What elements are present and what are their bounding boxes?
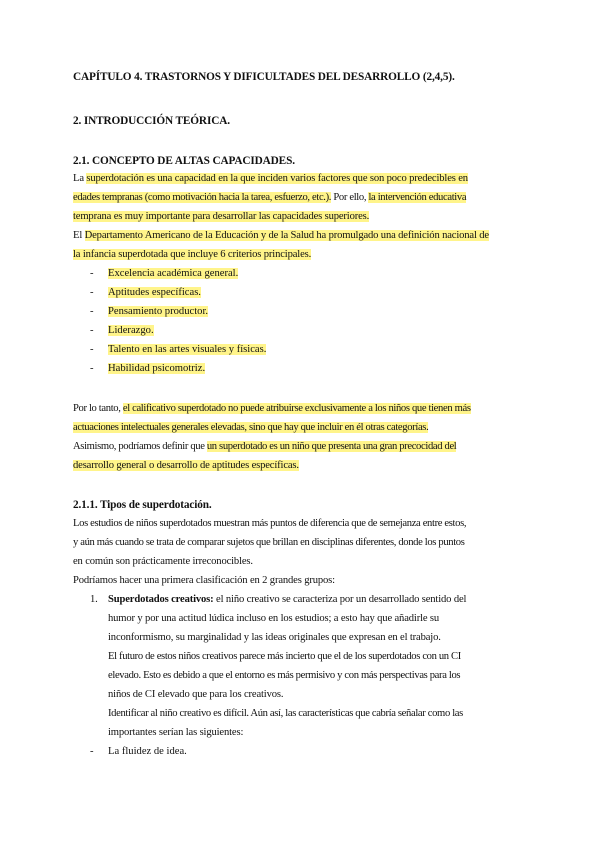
paragraph-line: El futuro de estos niños creativos parece más incierto que el de los superdotados con un CI — [108, 651, 461, 662]
highlighted-text: Pensamiento productor. — [108, 306, 209, 317]
paragraph-line: Identificar al niño creativo es difícil. Aún así, las características que cabría señalar como las — [108, 708, 463, 719]
list-item — [108, 343, 266, 357]
highlighted-text: actuaciones intelectuales generales elevadas, sino que hay que incluir en él otras categorías. — [73, 422, 429, 433]
paragraph-line: Podríamos hacer una primera clasificación en 2 grandes grupos: — [73, 575, 335, 586]
text-run: Por ello, — [331, 192, 369, 203]
highlighted-text: la intervención educativa — [368, 192, 467, 203]
text-run: el niño creativo se caracteriza por un desarrollado sentido del — [213, 594, 467, 605]
highlighted-text: Excelencia académica general. — [108, 268, 239, 279]
highlighted-text: Habilidad psicomotriz. — [108, 363, 206, 374]
highlighted-text: Aptitudes específicas. — [108, 287, 201, 298]
list-item — [108, 362, 205, 376]
list-dash: - — [90, 344, 94, 355]
list-dash: - — [90, 363, 94, 374]
paragraph-line — [73, 229, 489, 243]
list-dash: - — [90, 287, 94, 298]
paragraph-line: niños de CI elevado que para los creativos. — [108, 689, 284, 700]
highlighted-text: un superdotado es un niño que presenta una gran precocidad del — [206, 441, 457, 452]
paragraph-line — [73, 210, 369, 224]
paragraph-line: en común son prácticamente irreconocibles. — [73, 556, 253, 567]
highlighted-text: temprana es muy importante para desarrollar las capacidades superiores. — [73, 211, 370, 222]
paragraph-line: inconformismo, su marginalidad y las ideas originales que expresan en el trabajo. — [108, 632, 441, 643]
text-run: Asimismo, podríamos definir que — [73, 441, 207, 452]
paragraph-line: importantes serían las siguientes: — [108, 727, 244, 738]
highlighted-text: superdotación es una capacidad en la que inciden varios factores que son poco predecibles en — [86, 173, 468, 184]
subsection-heading: 2.1. CONCEPTO DE ALTAS CAPACIDADES. — [73, 155, 295, 167]
list-item: La fluidez de idea. — [108, 746, 187, 757]
list-dash: - — [90, 325, 94, 336]
paragraph-line — [73, 402, 471, 416]
highlighted-text: Talento en las artes visuales y físicas. — [108, 344, 267, 355]
list-item — [108, 286, 201, 300]
list-dash: - — [90, 746, 94, 757]
paragraph-line — [108, 593, 466, 607]
paragraph-line — [73, 191, 466, 205]
paragraph-line: elevado. Esto es debido a que el entorno es más permisivo y con más perspectivas para los — [108, 670, 461, 681]
list-item — [108, 324, 154, 338]
paragraph-line: humor y por una actitud lúdica incluso en los estudios; a esto hay que añadirle su — [108, 613, 440, 624]
list-item — [108, 305, 208, 319]
list-dash: - — [90, 268, 94, 279]
paragraph-line — [73, 248, 311, 262]
chapter-heading: CAPÍTULO 4. TRASTORNOS Y DIFICULTADES DEL DESARROLLO (2,4,5). — [73, 71, 455, 83]
paragraph-line: y aún más cuando se trata de comparar sujetos que brillan en disciplinas diferentes, donde los puntos — [73, 537, 465, 548]
highlighted-text: edades tempranas (como motivación hacia la tarea, esfuerzo, etc.). — [73, 192, 332, 203]
highlighted-text: desarrollo general o desarrollo de aptitudes específicas. — [73, 460, 299, 471]
highlighted-text: Liderazgo. — [108, 325, 154, 336]
paragraph-line: Los estudios de niños superdotados muestran más puntos de diferencia que de semejanza entre estos, — [73, 518, 467, 529]
section-heading: 2. INTRODUCCIÓN TEÓRICA. — [73, 115, 230, 127]
highlighted-text: Departamento Americano de la Educación y de la Salud ha promulgado una definición nacional de — [84, 230, 489, 241]
highlighted-text: el calificativo superdotado no puede atribuirse exclusivamente a los niños que tienen más — [122, 403, 471, 414]
list-item — [108, 267, 238, 281]
paragraph-line — [73, 172, 468, 186]
highlighted-text: la infancia superdotada que incluye 6 criterios principales. — [73, 249, 312, 260]
paragraph-line — [73, 459, 299, 473]
list-dash: - — [90, 306, 94, 317]
text-run: La — [73, 173, 87, 184]
text-run: El — [73, 230, 85, 241]
paragraph-line — [73, 421, 428, 435]
list-number: 1. — [90, 594, 98, 605]
paragraph-line — [73, 440, 456, 454]
bold-term: Superdotados creativos: — [108, 594, 214, 605]
text-run: Por lo tanto, — [73, 403, 123, 414]
subsubsection-heading: 2.1.1. Tipos de superdotación. — [73, 499, 212, 511]
